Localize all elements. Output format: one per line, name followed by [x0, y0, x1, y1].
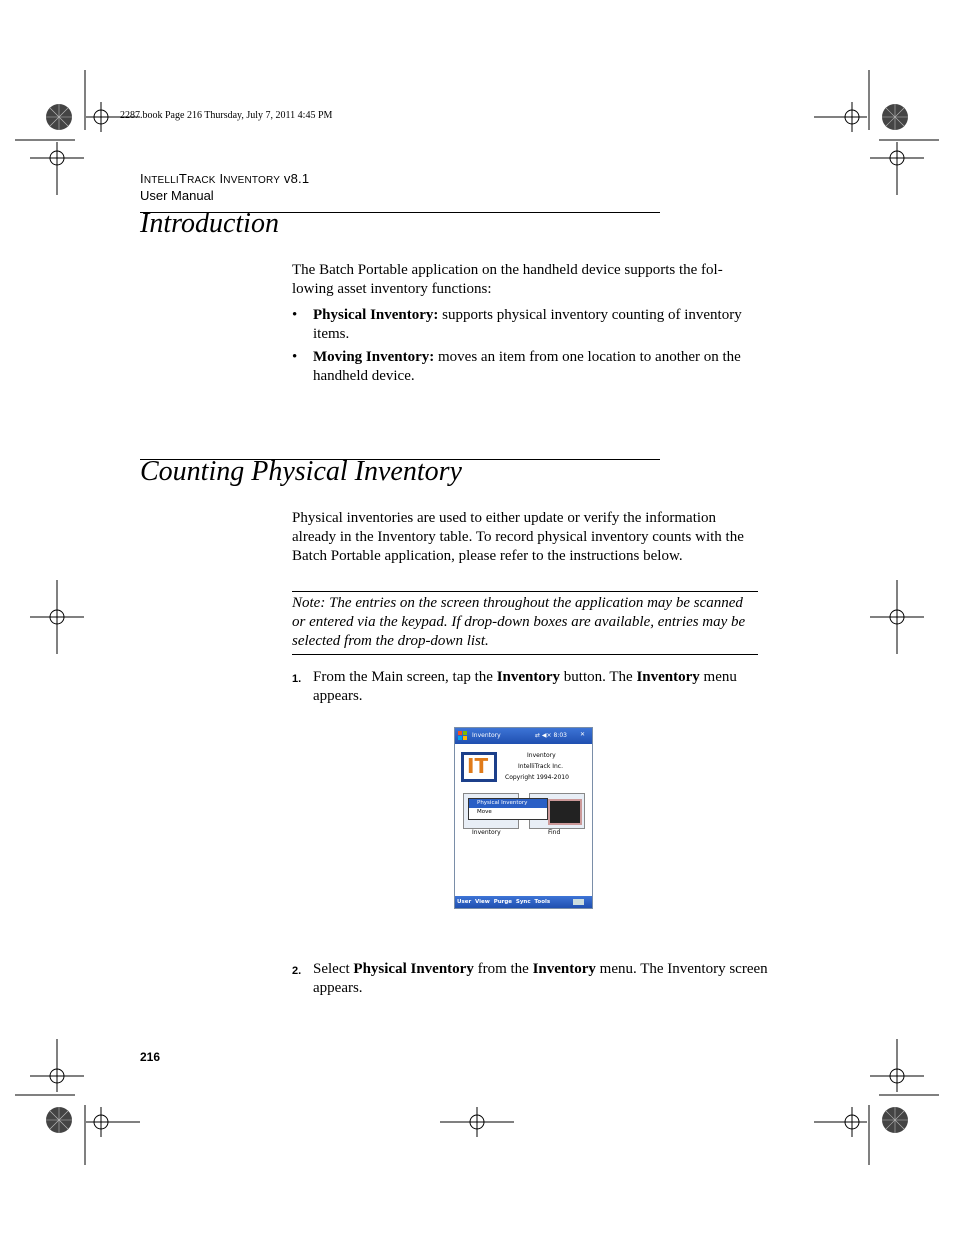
windows-flag-icon: [458, 730, 467, 740]
note-text: Note: The entries on the screen throughout the application may be scanned or entered via the keypad. If drop-down boxes are available, entries may be selected from the drop-down list.: [292, 595, 746, 649]
section-title-counting: Counting Physical Inventory: [140, 456, 462, 487]
section-title-introduction: Introduction: [140, 208, 279, 239]
bullet-marker: •: [292, 349, 298, 365]
device-title: Inventory: [472, 732, 501, 739]
step-2: 2. Select Physical Inventory from the Inventory menu. The Inventory screen appears.: [292, 961, 768, 996]
close-icon[interactable]: ✕: [580, 731, 586, 738]
menu-item-move[interactable]: Move: [477, 809, 492, 815]
inventory-popup-menu: [468, 798, 548, 820]
note-rule-top: [292, 591, 758, 592]
device-menubar: [455, 896, 592, 908]
menu-item-physical-inventory[interactable]: Physical Inventory: [469, 799, 547, 808]
bullet-item: • Physical Inventory: supports physical inventory counting of inventory items.: [292, 307, 742, 342]
page-number: 216: [140, 1050, 161, 1064]
note-rule-bottom: [292, 654, 758, 655]
find-icon: [548, 799, 582, 825]
company-name: IntelliTrack Inc.: [518, 763, 564, 770]
bullet-marker: •: [292, 307, 298, 323]
counting-intro: Physical inventories are used to either update or verify the information already in the Inventory table. To record physical inventory counts with the Batch Portable application, please refer to the instructions below.: [292, 510, 744, 564]
device-status: ⇄ ◀× 8:03: [535, 732, 567, 739]
inventory-button-label: Inventory: [472, 829, 501, 836]
bullet-item: • Moving Inventory: moves an item from one location to another on the handheld device.: [292, 349, 741, 384]
introduction-body: [292, 261, 758, 386]
keyboard-icon[interactable]: [573, 899, 584, 905]
running-header-manual: User Manual: [140, 188, 214, 203]
intro-paragraph: The Batch Portable application on the handheld device supports the fol- lowing asset inventory functions:: [292, 262, 723, 297]
print-slug: 2287.book Page 216 Thursday, July 7, 2011 4:45 PM: [120, 110, 333, 121]
step-1: 1. From the Main screen, tap the Inventory button. The Inventory menu appears.: [292, 669, 737, 704]
copyright: Copyright 1994-2010: [505, 774, 569, 781]
device-title-bar: [455, 728, 592, 744]
app-logo: IT: [461, 752, 497, 782]
running-header-product: INTELLITRACK INVENTORY v8.1: [140, 171, 310, 186]
device-screenshot: [454, 727, 593, 909]
app-name: Inventory: [527, 752, 556, 759]
find-button-label: Find: [548, 829, 561, 836]
menubar-items[interactable]: User View Purge Sync Tools: [457, 899, 551, 905]
